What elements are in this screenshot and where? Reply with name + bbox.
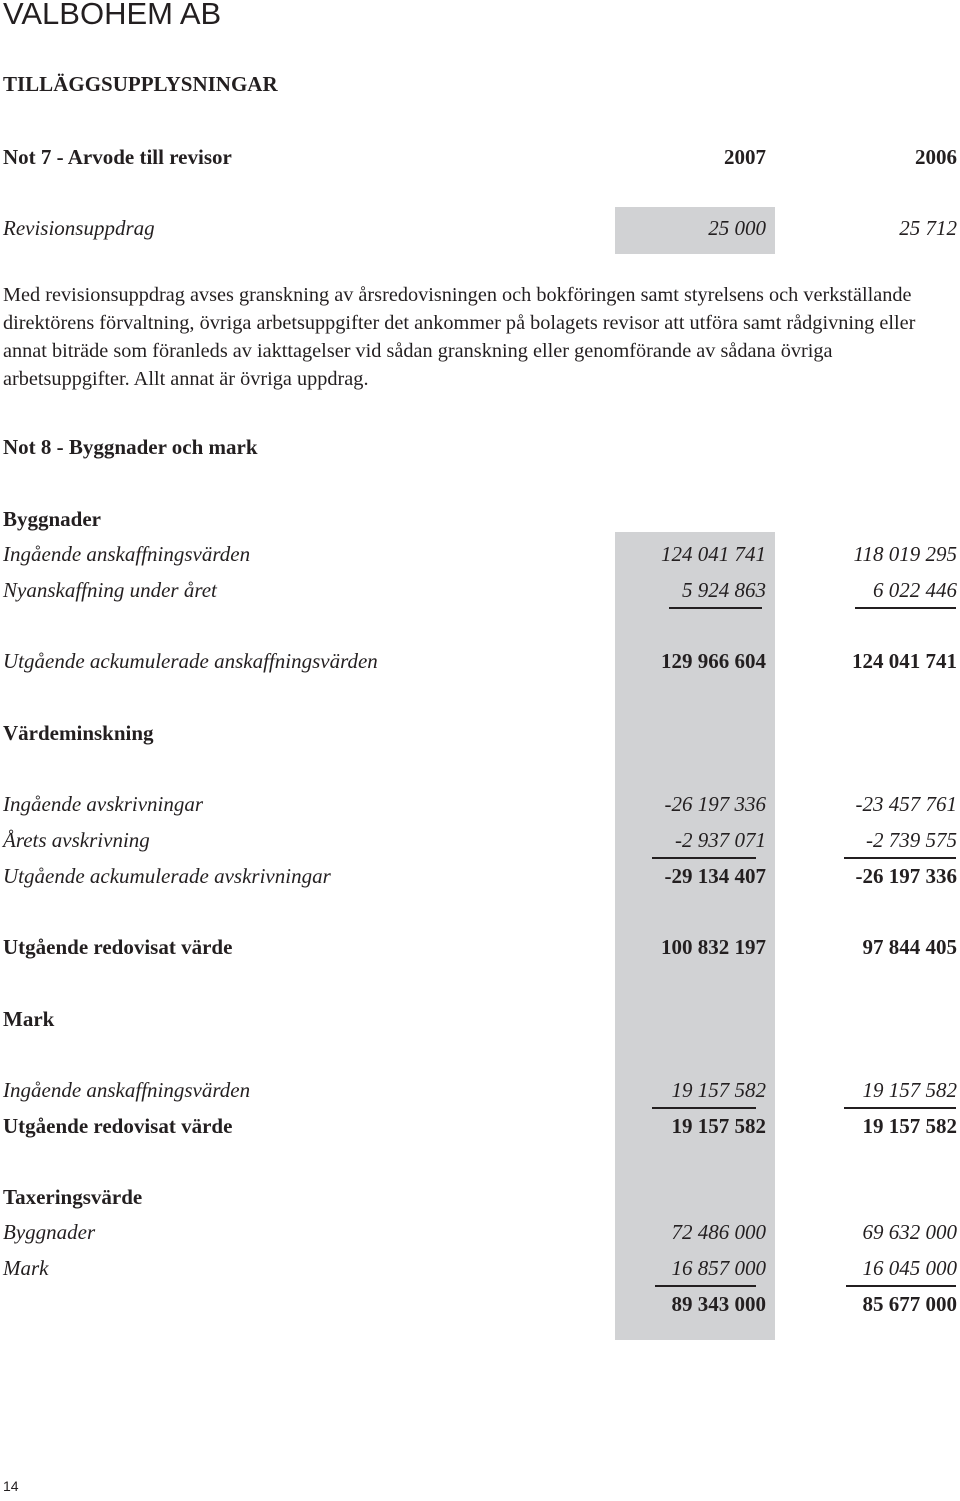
underline bbox=[844, 1107, 956, 1109]
byggnader-heading: Byggnader bbox=[3, 507, 102, 531]
taxering-byggnader-label: Byggnader bbox=[3, 1220, 96, 1244]
byggnader-ingaende-label: Ingående anskaffningsvärden bbox=[3, 542, 251, 566]
section-title: TILLÄGGSUPPLYSNINGAR bbox=[3, 72, 278, 96]
arets-avskrivning-2006: -2 739 575 bbox=[866, 828, 957, 852]
revisionsuppdrag-label: Revisionsuppdrag bbox=[3, 216, 155, 240]
utgaende-anskaffning-2007: 129 966 604 bbox=[661, 649, 766, 673]
utgaende-anskaffning-2006: 124 041 741 bbox=[852, 649, 957, 673]
page-number: 14 bbox=[3, 1478, 19, 1494]
nyanskaffning-2006: 6 022 446 bbox=[873, 578, 957, 602]
underline bbox=[846, 1285, 956, 1287]
year-2006-header: 2006 bbox=[915, 145, 957, 169]
ingaende-avskrivningar-label: Ingående avskrivningar bbox=[3, 792, 204, 816]
utgaende-avskrivningar-2006: -26 197 336 bbox=[855, 864, 957, 888]
utgaende-redovisat-2007: 100 832 197 bbox=[661, 935, 766, 959]
underline bbox=[655, 1285, 756, 1287]
mark-ingaende-label: Ingående anskaffningsvärden bbox=[3, 1078, 251, 1102]
mark-utgaende-2007: 19 157 582 bbox=[671, 1114, 766, 1138]
ingaende-avskrivningar-2007: -26 197 336 bbox=[664, 792, 766, 816]
nyanskaffning-label: Nyanskaffning under året bbox=[3, 578, 217, 602]
mark-heading: Mark bbox=[3, 1007, 55, 1031]
company-name: VALBOHEM AB bbox=[3, 0, 222, 31]
utgaende-redovisat-label: Utgående redovisat värde bbox=[3, 935, 233, 959]
byggnader-ingaende-2006: 118 019 295 bbox=[853, 542, 957, 566]
mark-utgaende-2006: 19 157 582 bbox=[862, 1114, 957, 1138]
underline bbox=[844, 857, 956, 859]
underline bbox=[669, 607, 762, 609]
arets-avskrivning-2007: -2 937 071 bbox=[675, 828, 766, 852]
taxering-mark-2007: 16 857 000 bbox=[671, 1256, 766, 1280]
underline bbox=[652, 857, 756, 859]
underline bbox=[652, 1107, 756, 1109]
utgaende-avskrivningar-2007: -29 134 407 bbox=[664, 864, 766, 888]
taxering-mark-label: Mark bbox=[3, 1256, 49, 1280]
taxering-total-2006: 85 677 000 bbox=[862, 1292, 957, 1316]
vardeminskning-heading: Värdeminskning bbox=[3, 721, 154, 745]
revisionsuppdrag-2007: 25 000 bbox=[708, 216, 766, 240]
utgaende-avskrivningar-label: Utgående ackumulerade avskrivningar bbox=[3, 864, 331, 888]
taxering-byggnader-2007: 72 486 000 bbox=[671, 1220, 766, 1244]
nyanskaffning-2007: 5 924 863 bbox=[682, 578, 766, 602]
utgaende-redovisat-2006: 97 844 405 bbox=[862, 935, 957, 959]
byggnader-ingaende-2007: 124 041 741 bbox=[661, 542, 766, 566]
taxering-mark-2006: 16 045 000 bbox=[862, 1256, 957, 1280]
note7-paragraph: Med revisionsuppdrag avses granskning av årsredovisningen och bokföringen samt styrelsens och verkställande direktörens förvaltning, övriga arbetsuppgifter det ankommer på bolagets revisor att utföra samt rådgivning eller annat biträde som föranleds av iakttagelser vid sådan granskning eller genomförande av sådana övriga arbetsuppgifter. Allt annat är övriga uppdrag. bbox=[3, 284, 916, 390]
note8-title: Not 8 - Byggnader och mark bbox=[3, 435, 258, 459]
taxering-byggnader-2006: 69 632 000 bbox=[862, 1220, 957, 1244]
year-2007-header: 2007 bbox=[724, 145, 766, 169]
mark-ingaende-2007: 19 157 582 bbox=[671, 1078, 766, 1102]
taxeringsvarde-heading: Taxeringsvärde bbox=[3, 1185, 143, 1209]
note7-title: Not 7 - Arvode till revisor bbox=[3, 145, 232, 169]
mark-ingaende-2006: 19 157 582 bbox=[862, 1078, 957, 1102]
taxering-total-2007: 89 343 000 bbox=[671, 1292, 766, 1316]
ingaende-avskrivningar-2006: -23 457 761 bbox=[855, 792, 957, 816]
mark-utgaende-label: Utgående redovisat värde bbox=[3, 1114, 233, 1138]
underline bbox=[855, 607, 956, 609]
revisionsuppdrag-2006: 25 712 bbox=[899, 216, 957, 240]
utgaende-anskaffning-label: Utgående ackumulerade anskaffningsvärden bbox=[3, 649, 378, 673]
arets-avskrivning-label: Årets avskrivning bbox=[3, 828, 150, 852]
